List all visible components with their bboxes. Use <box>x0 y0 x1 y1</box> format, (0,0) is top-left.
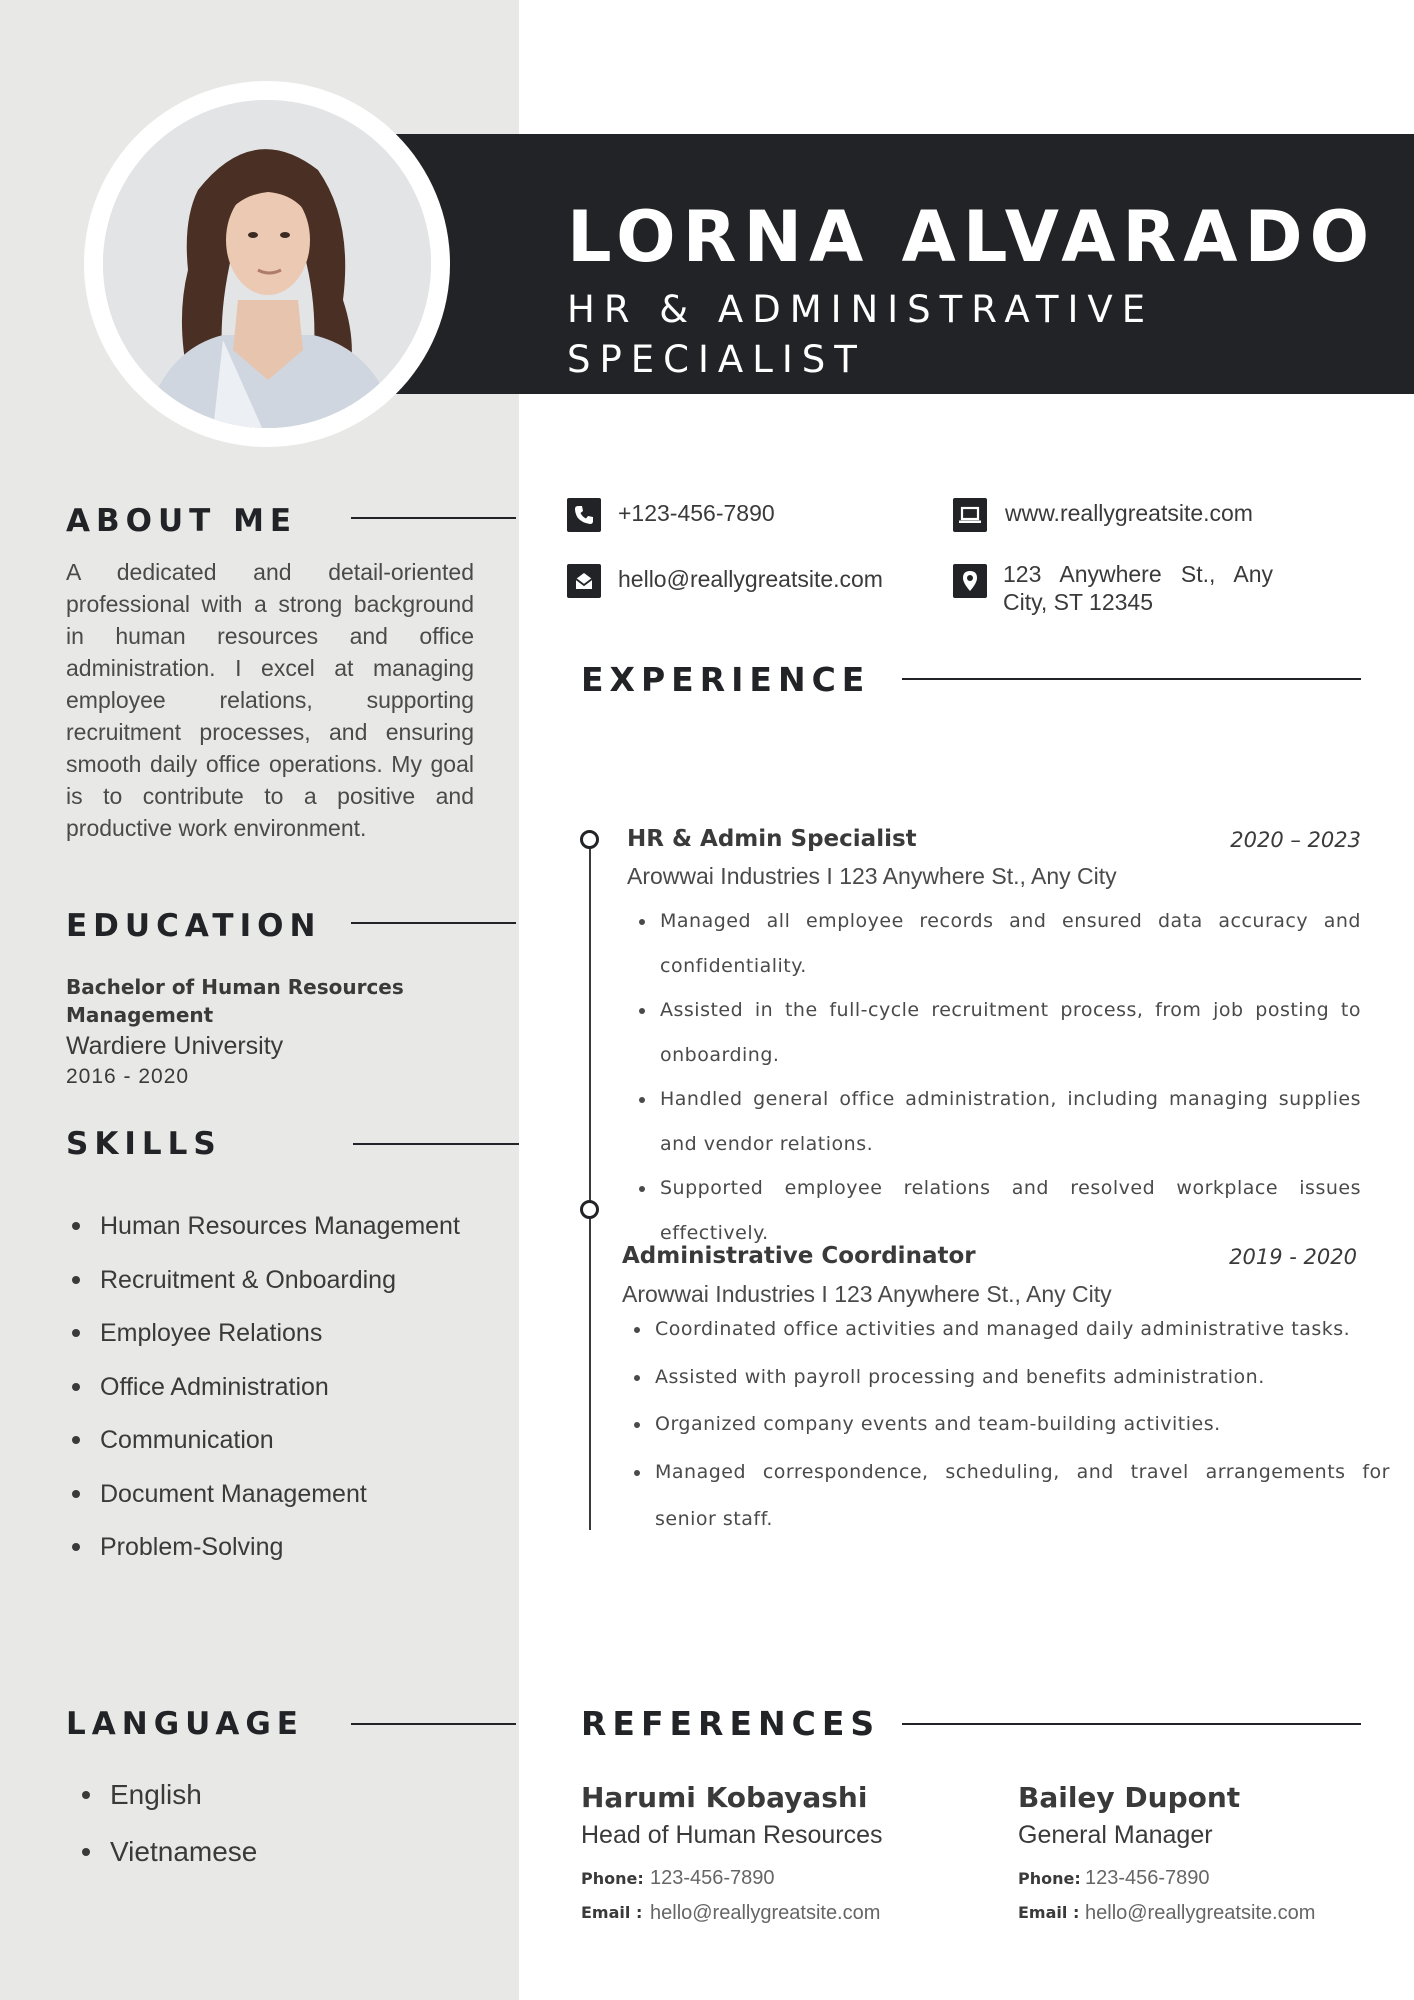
list-item: English <box>76 1775 257 1832</box>
skills-rule <box>353 1143 519 1145</box>
list-item: Recruitment & Onboarding <box>66 1260 460 1314</box>
reference-email[interactable]: hello@reallygreatsite.com <box>650 1902 881 1924</box>
references-rule <box>902 1723 1361 1725</box>
job-title: HR & Admin Specialist <box>627 826 917 852</box>
contact-website[interactable]: www.reallygreatsite.com <box>1005 500 1253 526</box>
job-years: 2020 – 2023 <box>1230 828 1361 852</box>
envelope-icon <box>567 564 601 598</box>
list-item: Vietnamese <box>76 1832 257 1889</box>
contact-phone[interactable]: +123-456-7890 <box>618 500 775 526</box>
about-title: ABOUT ME <box>66 503 298 539</box>
list-item: Managed all employee records and ensured data accuracy and confidentiality. <box>633 899 1361 988</box>
list-item: Assisted in the full-cycle recruitment process, from job posting to onboarding. <box>633 988 1361 1077</box>
list-item: Document Management <box>66 1474 460 1528</box>
list-item: Assisted with payroll processing and benefits administration. <box>628 1354 1390 1402</box>
candidate-role: HR & ADMINISTRATIVE SPECIALIST <box>567 288 1155 381</box>
language-list <box>76 1775 257 1889</box>
language-rule <box>351 1723 516 1725</box>
timeline-dot <box>580 830 599 849</box>
job-title: Administrative Coordinator <box>622 1243 976 1269</box>
education-rule <box>351 922 516 924</box>
about-rule <box>351 517 516 519</box>
reference-email-label: Email : <box>1018 1903 1080 1922</box>
list-item: Coordinated office activities and managed daily administrative tasks. <box>628 1306 1390 1354</box>
profile-photo <box>103 100 431 428</box>
contact-address: 123 Anywhere St., Any City, ST 12345 <box>1003 561 1273 615</box>
reference-name: Harumi Kobayashi <box>581 1781 868 1814</box>
list-item: Human Resources Management <box>66 1206 460 1260</box>
reference-email[interactable]: hello@reallygreatsite.com <box>1085 1902 1316 1924</box>
timeline-line <box>589 840 591 1530</box>
job-bullets <box>628 1306 1390 1544</box>
education-degree: Bachelor of Human Resources Management <box>66 975 404 1027</box>
reference-phone-label: Phone: <box>1018 1869 1081 1888</box>
job-years: 2019 - 2020 <box>1229 1245 1357 1269</box>
list-item: Handled general office administration, including managing supplies and vendor relations. <box>633 1077 1361 1166</box>
language-title: LANGUAGE <box>66 1706 304 1742</box>
location-pin-icon <box>953 564 987 598</box>
skills-title: SKILLS <box>66 1126 222 1162</box>
reference-email-label: Email : <box>581 1903 643 1922</box>
job-bullets <box>633 899 1361 1255</box>
skills-list <box>66 1206 460 1581</box>
experience-rule <box>902 678 1361 680</box>
laptop-icon <box>953 498 987 532</box>
contact-email[interactable]: hello@reallygreatsite.com <box>618 566 883 592</box>
reference-phone[interactable]: 123-456-7890 <box>1085 1867 1210 1889</box>
reference-phone-label: Phone: <box>581 1869 644 1888</box>
list-item: Office Administration <box>66 1367 460 1421</box>
about-text: A dedicated and detail-oriented professional with a strong background in human resources and office administration. I excel at managing employee relations, supporting recruitment processes, and ensuring smooth daily office operations. My goal is to contribute to a positive and productive work environment. <box>66 559 474 841</box>
education-years: 2016 - 2020 <box>66 1065 190 1088</box>
phone-icon <box>567 498 601 532</box>
experience-title: EXPERIENCE <box>581 660 871 699</box>
list-item: Employee Relations <box>66 1313 460 1367</box>
reference-role: General Manager <box>1018 1821 1213 1849</box>
list-item: Organized company events and team-building activities. <box>628 1401 1390 1449</box>
job-company: Arowwai Industries I 123 Anywhere St., Any City <box>622 1281 1112 1307</box>
job-company: Arowwai Industries I 123 Anywhere St., Any City <box>627 863 1117 889</box>
list-item: Communication <box>66 1420 460 1474</box>
reference-name: Bailey Dupont <box>1018 1781 1241 1814</box>
education-school: Wardiere University <box>66 1032 284 1060</box>
reference-role: Head of Human Resources <box>581 1821 883 1849</box>
reference-phone[interactable]: 123-456-7890 <box>650 1867 775 1889</box>
list-item: Managed correspondence, scheduling, and travel arrangements for senior staff. <box>628 1449 1390 1544</box>
list-item: Problem-Solving <box>66 1527 460 1581</box>
list-item: Supported employee relations and resolved workplace issues effectively. <box>633 1166 1361 1255</box>
references-title: REFERENCES <box>581 1704 881 1743</box>
education-title: EDUCATION <box>66 908 322 944</box>
timeline-dot <box>580 1200 599 1219</box>
candidate-name: LORNA ALVARADO <box>567 196 1377 278</box>
